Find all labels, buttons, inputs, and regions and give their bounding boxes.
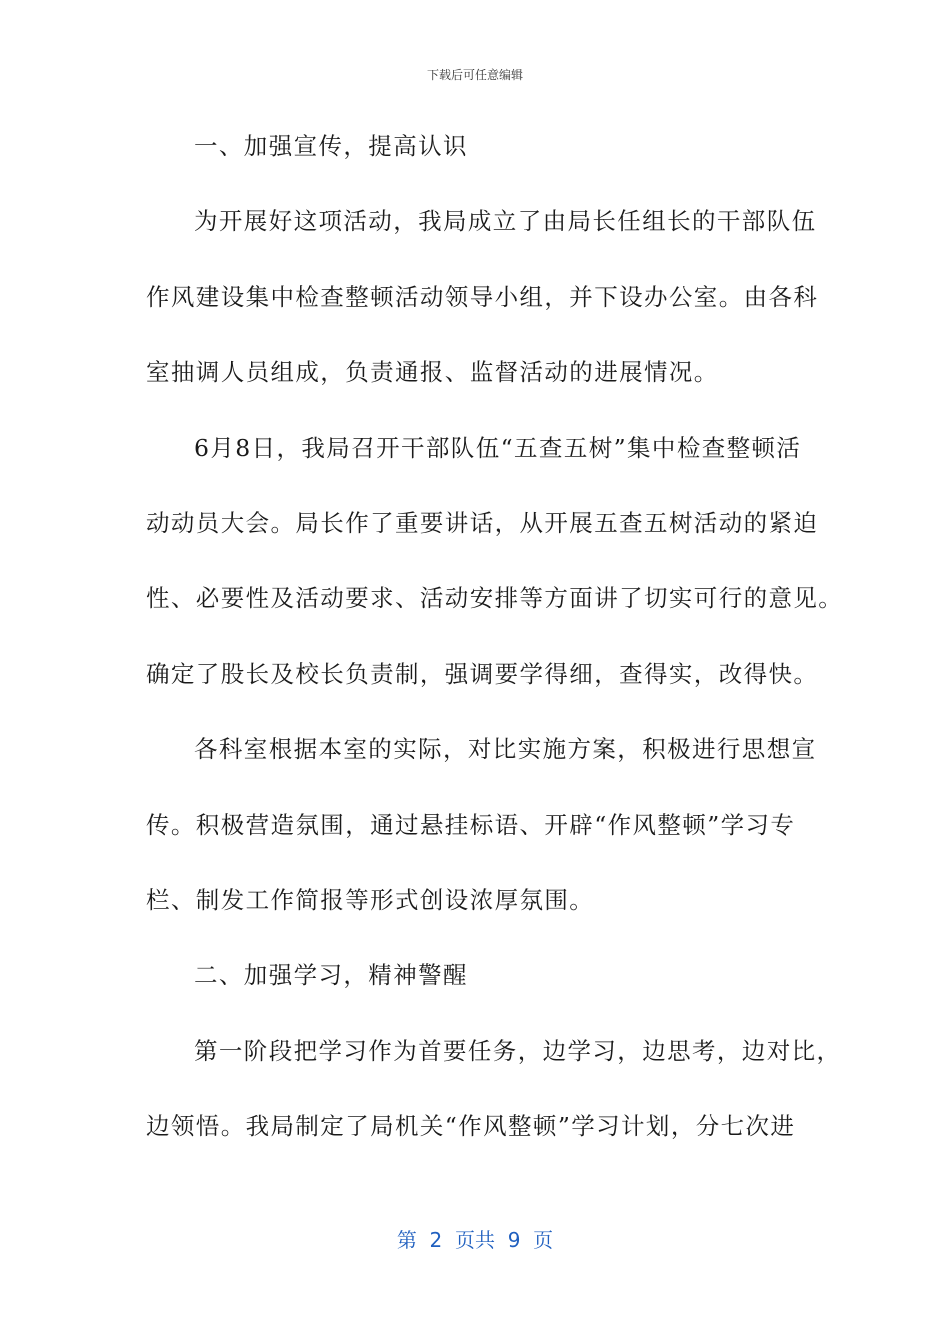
paragraph-line: 各科室根据本室的实际，对比实施方案，积极进行思想宣 [194, 735, 817, 764]
paragraph-line: 第一阶段把学习作为首要任务，边学习，边思考，边对比， [194, 1036, 842, 1065]
section-heading-1: 一、加强宣传，提高认识 [194, 132, 468, 160]
paragraph-line: 作风建设集中检查整顿活动领导小组，并下设办公室。由各科 [146, 282, 819, 311]
paragraph-line: 边领悟。我局制定了局机关“作风整顿”学习计划，分七次进 [146, 1112, 796, 1141]
paragraph-line: 确定了股长及校长负责制，强调要学得细，查得实，改得快。 [146, 659, 819, 688]
paragraph-line: 性、必要性及活动要求、活动安排等方面讲了切实可行的意见。 [146, 584, 844, 613]
paragraph-line: 传。积极营造氛围，通过悬挂标语、开辟“作风整顿”学习专 [146, 810, 796, 839]
section-heading-2: 二、加强学习，精神警醒 [194, 961, 468, 990]
paragraph-line: 动动员大会。局长作了重要讲话，从开展五查五树活动的紧迫 [146, 508, 819, 537]
paragraph-line: 栏、制发工作简报等形式创设浓厚氛围。 [146, 885, 595, 914]
page-number: 第 2 页共 9 页 [396, 1228, 554, 1252]
paragraph-line: 6月8日，我局召开干部队伍“五查五树”集中检查整顿活 [194, 433, 802, 462]
paragraph-line: 室抽调人员组成，负责通报、监督活动的进展情况。 [146, 358, 719, 387]
document-body [146, 124, 844, 1179]
header-note: 下载后可任意编辑 [426, 68, 523, 82]
paragraph-line: 为开展好这项活动，我局成立了由局长任组长的干部队伍 [194, 207, 817, 236]
